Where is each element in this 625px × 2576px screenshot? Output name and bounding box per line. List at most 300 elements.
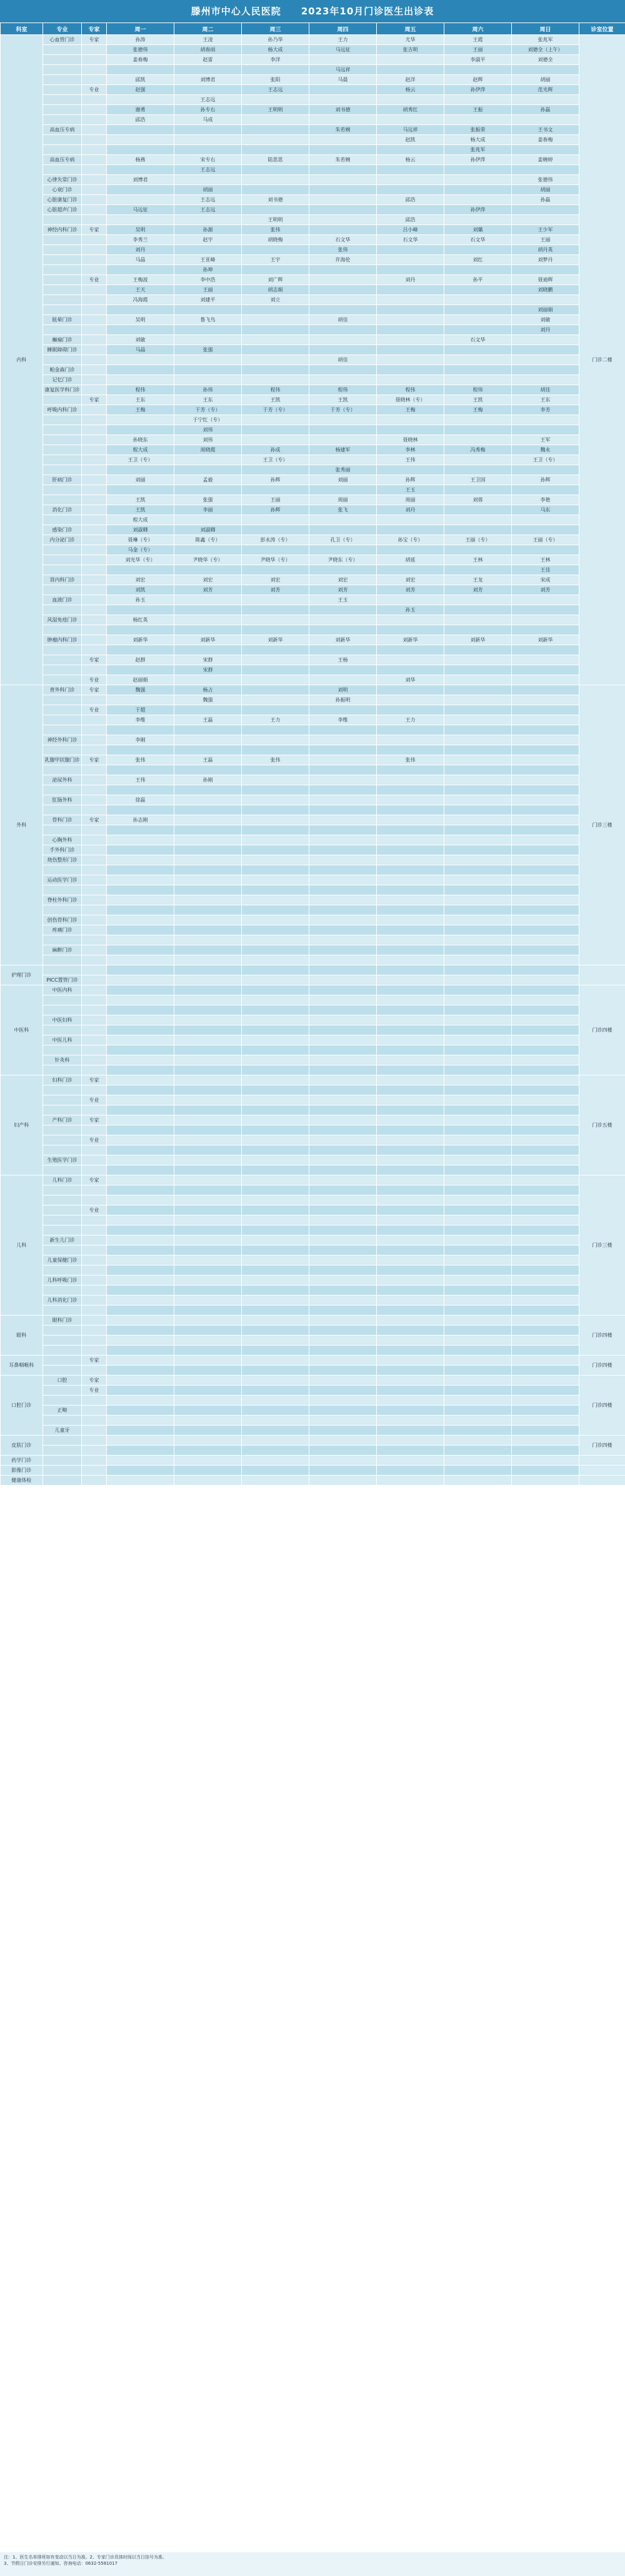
doctor-cell	[512, 645, 579, 655]
doctor-cell	[107, 645, 174, 655]
schedule-row	[1, 705, 625, 715]
doctor-cell	[512, 715, 579, 725]
doctor-cell	[174, 1095, 242, 1105]
schedule-row	[1, 685, 625, 695]
doctor-cell	[377, 775, 444, 785]
doctor-cell	[107, 1085, 174, 1095]
doctor-cell	[377, 1065, 444, 1075]
doctor-cell	[377, 1265, 444, 1275]
doctor-cell: 石文华	[444, 235, 512, 245]
doctor-cell	[174, 135, 242, 145]
doctor-cell: 刘芳	[174, 585, 242, 595]
schedule-row	[1, 1155, 625, 1165]
doctor-cell	[512, 1015, 579, 1025]
doctor-cell: 程伟	[107, 385, 174, 395]
doctor-cell	[242, 695, 309, 705]
dept-cell: 口腔门诊	[1, 1376, 43, 1436]
doctor-cell	[107, 415, 174, 425]
doctor-cell	[512, 1336, 579, 1346]
doctor-cell	[512, 465, 579, 475]
doctor-cell: 王力	[309, 35, 377, 45]
doctor-cell	[377, 375, 444, 385]
type-cell	[82, 175, 107, 185]
schedule-row	[1, 765, 625, 775]
doctor-cell	[309, 1205, 377, 1215]
doctor-cell: 程大成	[107, 515, 174, 525]
doctor-cell	[444, 1025, 512, 1035]
type-cell	[82, 805, 107, 815]
doctor-cell	[512, 65, 579, 75]
type-cell	[82, 235, 107, 245]
doctor-cell	[309, 1346, 377, 1356]
doctor-cell	[174, 1135, 242, 1145]
doctor-cell: 宋成	[512, 575, 579, 585]
doctor-cell	[242, 705, 309, 715]
doctor-cell	[377, 465, 444, 475]
doctor-cell: 冯秀梅	[444, 445, 512, 455]
doctor-cell	[107, 765, 174, 775]
doctor-cell	[309, 1376, 377, 1386]
schedule-row	[1, 45, 625, 55]
doctor-cell: 王东	[107, 395, 174, 405]
doctor-cell	[377, 825, 444, 835]
schedule-row	[1, 735, 625, 745]
schedule-row	[1, 1396, 625, 1406]
schedule-row	[1, 485, 625, 495]
clinic-cell: 麻醉门诊	[43, 945, 82, 955]
doctor-cell	[174, 1215, 242, 1225]
doctor-cell	[377, 1105, 444, 1115]
type-cell	[82, 845, 107, 855]
doctor-cell	[242, 735, 309, 745]
doctor-cell	[309, 1476, 377, 1486]
type-cell	[82, 795, 107, 805]
schedule-row	[1, 1015, 625, 1025]
doctor-cell	[377, 905, 444, 915]
doctor-cell: 吴明	[107, 315, 174, 325]
clinic-cell	[43, 65, 82, 75]
doctor-cell	[107, 945, 174, 955]
doctor-cell	[444, 505, 512, 515]
doctor-cell	[174, 1275, 242, 1285]
doctor-cell	[309, 1135, 377, 1145]
doctor-cell	[444, 1085, 512, 1095]
doctor-cell: 彭永涛（专）	[242, 535, 309, 545]
schedule-row	[1, 1296, 625, 1306]
doctor-cell	[107, 65, 174, 75]
doctor-cell	[174, 815, 242, 825]
doctor-cell: 聂琳（专）	[107, 535, 174, 545]
doctor-cell: 赵凯	[377, 135, 444, 145]
doctor-cell	[309, 515, 377, 525]
doctor-cell	[512, 1446, 579, 1456]
doctor-cell	[107, 1386, 174, 1396]
clinic-cell	[43, 695, 82, 705]
schedule-row	[1, 1316, 625, 1326]
doctor-cell: 王凯	[242, 395, 309, 405]
doctor-cell	[444, 455, 512, 465]
doctor-cell	[377, 1316, 444, 1326]
doctor-cell: 刘芳	[377, 585, 444, 595]
doctor-cell: 尹晓华（专）	[174, 555, 242, 565]
doctor-cell	[444, 1035, 512, 1045]
doctor-cell	[107, 1436, 174, 1446]
schedule-row	[1, 875, 625, 885]
clinic-cell: 高血压专病	[43, 125, 82, 135]
doctor-cell: 张伟	[377, 755, 444, 765]
doctor-cell	[512, 375, 579, 385]
doctor-cell	[377, 415, 444, 425]
doctor-cell	[309, 825, 377, 835]
doctor-cell	[107, 745, 174, 755]
doctor-cell	[309, 745, 377, 755]
doctor-cell: 刘芳	[444, 585, 512, 595]
clinic-cell: 正畸	[43, 1406, 82, 1416]
doctor-cell	[309, 1005, 377, 1015]
doctor-cell	[242, 1175, 309, 1185]
header-sun: 周日	[512, 23, 579, 35]
doctor-cell: 孙刚	[174, 775, 242, 785]
doctor-cell	[242, 265, 309, 275]
clinic-cell: 心脏康复门诊	[43, 195, 82, 205]
doctor-cell: 张兆军	[444, 145, 512, 155]
doctor-cell: 马晶	[107, 345, 174, 355]
clinic-cell	[43, 1446, 82, 1456]
doctor-cell	[242, 545, 309, 555]
doctor-cell	[174, 865, 242, 875]
type-cell	[82, 535, 107, 545]
doctor-cell	[444, 1075, 512, 1085]
schedule-row	[1, 405, 625, 415]
doctor-cell	[512, 1095, 579, 1105]
schedule-row	[1, 675, 625, 685]
schedule-row	[1, 1446, 625, 1456]
doctor-cell	[242, 115, 309, 125]
doctor-cell: 孙辉	[377, 475, 444, 485]
doctor-cell	[242, 975, 309, 985]
doctor-cell: 宋群	[174, 665, 242, 675]
doctor-cell	[377, 945, 444, 955]
clinic-cell	[43, 1336, 82, 1346]
type-cell	[82, 1005, 107, 1015]
doctor-cell	[444, 365, 512, 375]
doctor-cell	[377, 955, 444, 965]
doctor-cell	[512, 1346, 579, 1356]
doctor-cell: 王梅	[444, 405, 512, 415]
doctor-cell	[377, 745, 444, 755]
doctor-cell	[309, 185, 377, 195]
type-cell	[82, 1406, 107, 1416]
doctor-cell	[377, 595, 444, 605]
doctor-cell	[174, 705, 242, 715]
doctor-cell: 孙磊	[512, 195, 579, 205]
doctor-cell	[444, 795, 512, 805]
doctor-cell: 刘立	[242, 295, 309, 305]
doctor-cell: 姜春梅	[512, 135, 579, 145]
doctor-cell: 张德伟	[107, 45, 174, 55]
schedule-row	[1, 1065, 625, 1075]
doctor-cell	[444, 265, 512, 275]
doctor-cell	[512, 485, 579, 495]
type-cell	[82, 885, 107, 895]
doctor-cell	[444, 955, 512, 965]
doctor-cell	[242, 1356, 309, 1366]
doctor-cell	[377, 965, 444, 975]
doctor-cell	[309, 815, 377, 825]
doctor-cell	[377, 305, 444, 315]
doctor-cell: 胡晓梅	[242, 235, 309, 245]
type-cell	[82, 695, 107, 705]
doctor-cell: 鲁飞鸟	[174, 315, 242, 325]
doctor-cell	[242, 915, 309, 925]
clinic-cell	[43, 295, 82, 305]
doctor-cell: 刘书德	[309, 105, 377, 115]
doctor-cell	[309, 615, 377, 625]
type-cell: 专业	[82, 1095, 107, 1105]
doctor-cell	[242, 1326, 309, 1336]
doctor-cell	[309, 1285, 377, 1296]
doctor-cell: 刘博君	[107, 175, 174, 185]
doctor-cell: 杨建军	[309, 445, 377, 455]
doctor-cell	[377, 325, 444, 335]
schedule-row	[1, 585, 625, 595]
doctor-cell	[377, 1145, 444, 1155]
doctor-cell	[309, 485, 377, 495]
type-cell: 专业	[82, 275, 107, 285]
header-tue: 周二	[174, 23, 242, 35]
doctor-cell	[242, 1296, 309, 1306]
doctor-cell	[444, 1165, 512, 1175]
doctor-cell	[444, 375, 512, 385]
type-cell	[82, 295, 107, 305]
doctor-cell: 杨云	[377, 155, 444, 165]
schedule-row	[1, 795, 625, 805]
doctor-cell	[242, 355, 309, 365]
doctor-cell	[512, 795, 579, 805]
doctor-cell	[377, 115, 444, 125]
doctor-cell	[242, 185, 309, 195]
doctor-cell	[377, 795, 444, 805]
doctor-cell: 王凯	[444, 395, 512, 405]
doctor-cell	[242, 435, 309, 445]
clinic-cell: 脊柱外科门诊	[43, 895, 82, 905]
type-cell	[82, 45, 107, 55]
type-cell	[82, 945, 107, 955]
doctor-cell	[309, 1275, 377, 1285]
doctor-cell	[512, 1195, 579, 1205]
doctor-cell: 宋群	[174, 655, 242, 665]
doctor-cell	[174, 1426, 242, 1436]
clinic-cell	[43, 85, 82, 95]
schedule-row	[1, 215, 625, 225]
doctor-cell	[242, 1396, 309, 1406]
schedule-row	[1, 975, 625, 985]
clinic-cell	[43, 995, 82, 1005]
doctor-cell	[377, 725, 444, 735]
clinic-cell: 普外科门诊	[43, 685, 82, 695]
type-cell	[82, 765, 107, 775]
schedule-table	[0, 23, 625, 1486]
doctor-cell: 王凯	[107, 505, 174, 515]
doctor-cell	[309, 175, 377, 185]
header-clinic: 专业	[43, 23, 82, 35]
doctor-cell: 刘芳	[309, 585, 377, 595]
schedule-row	[1, 1326, 625, 1336]
doctor-cell	[309, 195, 377, 205]
doctor-cell	[512, 695, 579, 705]
clinic-cell	[43, 165, 82, 175]
doctor-cell: 程伟	[309, 385, 377, 395]
doctor-cell	[242, 1316, 309, 1326]
doctor-cell	[174, 465, 242, 475]
doctor-cell: 刘新华	[377, 635, 444, 645]
header-wed: 周三	[242, 23, 309, 35]
schedule-row	[1, 1386, 625, 1396]
doctor-cell	[377, 1386, 444, 1396]
schedule-row	[1, 955, 625, 965]
doctor-cell: 王龙	[444, 575, 512, 585]
doctor-cell	[377, 1426, 444, 1436]
doctor-cell	[377, 65, 444, 75]
location-cell: 门诊四楼	[579, 1376, 625, 1436]
doctor-cell	[444, 865, 512, 875]
location-cell: 门诊三楼	[579, 685, 625, 965]
schedule-row	[1, 515, 625, 525]
doctor-cell	[242, 425, 309, 435]
clinic-cell	[43, 95, 82, 105]
type-cell	[82, 155, 107, 165]
doctor-cell	[444, 515, 512, 525]
doctor-cell	[444, 615, 512, 625]
type-cell	[82, 425, 107, 435]
doctor-cell: 张强	[174, 495, 242, 505]
doctor-cell	[444, 1336, 512, 1346]
type-cell	[82, 145, 107, 155]
doctor-cell: 马晨	[309, 75, 377, 85]
doctor-cell	[174, 785, 242, 795]
clinic-cell	[43, 1466, 82, 1476]
type-cell	[82, 1255, 107, 1265]
type-cell	[82, 725, 107, 735]
doctor-cell	[107, 165, 174, 175]
doctor-cell: 胡丹英	[512, 245, 579, 255]
doctor-cell: 王书文	[512, 125, 579, 135]
doctor-cell	[309, 1446, 377, 1456]
schedule-row	[1, 1125, 625, 1135]
doctor-cell	[444, 645, 512, 655]
doctor-cell: 张强	[174, 345, 242, 355]
doctor-cell	[107, 1225, 174, 1235]
type-cell	[82, 1105, 107, 1115]
clinic-cell	[43, 135, 82, 145]
dept-cell: 皮肤门诊	[1, 1436, 43, 1456]
doctor-cell: 张伟	[242, 755, 309, 765]
type-cell	[82, 485, 107, 495]
doctor-cell	[377, 1195, 444, 1205]
doctor-cell: 尤华	[377, 35, 444, 45]
doctor-cell	[242, 1055, 309, 1065]
doctor-cell	[444, 805, 512, 815]
doctor-cell	[107, 1376, 174, 1386]
clinic-cell: 中医内科	[43, 985, 82, 995]
type-cell	[82, 735, 107, 745]
doctor-cell	[377, 1035, 444, 1045]
schedule-row	[1, 115, 625, 125]
doctor-cell: 孙宝（专）	[377, 535, 444, 545]
doctor-cell: 徐磊	[107, 795, 174, 805]
schedule-row	[1, 895, 625, 905]
doctor-cell: 周晓霞	[174, 445, 242, 455]
doctor-cell	[174, 1285, 242, 1296]
type-cell	[82, 965, 107, 975]
doctor-cell	[107, 1115, 174, 1125]
doctor-cell	[174, 355, 242, 365]
clinic-cell	[43, 1095, 82, 1105]
type-cell: 专家	[82, 395, 107, 405]
schedule-row	[1, 965, 625, 975]
doctor-cell: 刘淑卿	[107, 525, 174, 535]
type-cell	[82, 1195, 107, 1205]
doctor-cell: 张振荣	[444, 125, 512, 135]
doctor-cell	[444, 295, 512, 305]
doctor-cell: 邱浩	[377, 195, 444, 205]
doctor-cell	[444, 745, 512, 755]
schedule-row	[1, 645, 625, 655]
doctor-cell	[107, 1055, 174, 1065]
clinic-cell	[43, 445, 82, 455]
type-cell: 专业	[82, 1386, 107, 1396]
doctor-cell: 李艳	[512, 495, 579, 505]
clinic-cell	[43, 1386, 82, 1396]
doctor-cell	[444, 1175, 512, 1185]
clinic-cell	[43, 245, 82, 255]
doctor-cell	[377, 975, 444, 985]
schedule-row	[1, 205, 625, 215]
doctor-cell	[309, 1125, 377, 1135]
clinic-cell	[43, 1356, 82, 1366]
doctor-cell	[309, 795, 377, 805]
doctor-cell	[107, 855, 174, 865]
doctor-cell: 孙振明	[309, 695, 377, 705]
clinic-cell: 创伤骨科门诊	[43, 915, 82, 925]
doctor-cell	[242, 815, 309, 825]
type-cell	[82, 215, 107, 225]
clinic-cell	[43, 805, 82, 815]
doctor-cell	[309, 645, 377, 655]
doctor-cell: 孙伊萍	[444, 205, 512, 215]
doctor-cell	[107, 1396, 174, 1406]
doctor-cell	[309, 855, 377, 865]
doctor-cell	[377, 1416, 444, 1426]
doctor-cell	[174, 1466, 242, 1476]
doctor-cell	[512, 1035, 579, 1045]
doctor-cell: 于宁红（专）	[174, 415, 242, 425]
type-cell: 专家	[82, 225, 107, 235]
doctor-cell	[377, 685, 444, 695]
type-cell	[82, 285, 107, 295]
clinic-cell	[43, 1195, 82, 1205]
doctor-cell	[309, 1306, 377, 1316]
doctor-cell	[309, 1416, 377, 1426]
doctor-cell	[174, 1296, 242, 1306]
doctor-cell	[174, 1416, 242, 1426]
doctor-cell	[444, 1055, 512, 1065]
schedule-row	[1, 1215, 625, 1225]
schedule-row	[1, 285, 625, 295]
doctor-cell	[107, 125, 174, 135]
doctor-cell	[107, 1185, 174, 1195]
clinic-cell: 生殖医学门诊	[43, 1155, 82, 1165]
